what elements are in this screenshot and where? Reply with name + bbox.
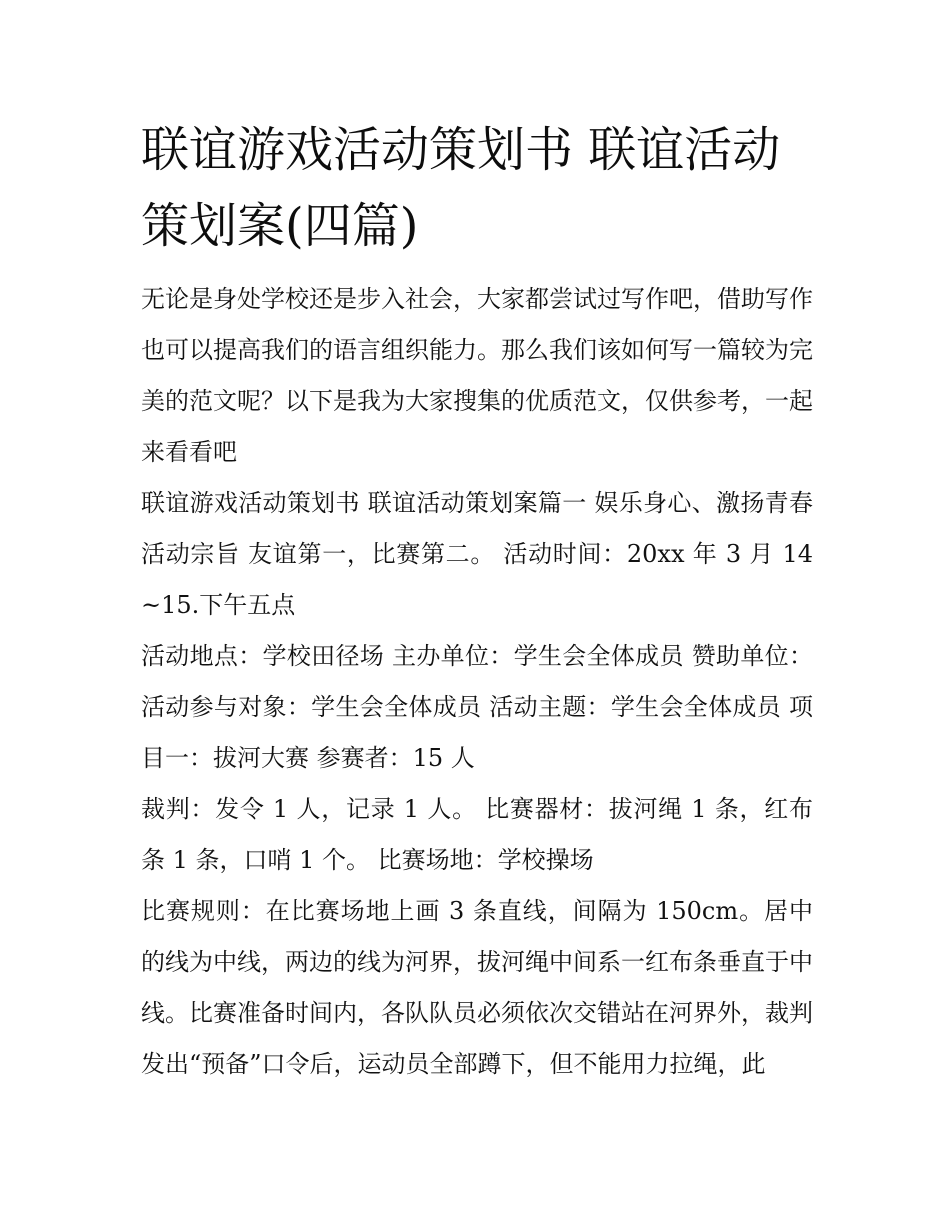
document-page xyxy=(141,112,813,1090)
rules-paragraph: 比赛规则：在比赛场地上画 3 条直线，间隔为 150cm。居中的线为中线，两边的线为河界，拔河绳中间系一红布条垂直于中线。比赛准备时间内，各队队员必须依次交错站在河界外，裁判发出“预备”口令后，运动员全部蹲下，但不能用力拉绳，此 xyxy=(141,897,813,1078)
referee-equipment-paragraph: 裁判：发令 1 人，记录 1 人。 比赛器材：拔河绳 1 条，红布条 1 条，口哨 1 个。 比赛场地：学校操场 xyxy=(141,795,813,874)
document-title: 联谊游戏活动策划书 联谊活动策划案(四篇) xyxy=(141,122,781,254)
intro-paragraph: 无论是身处学校还是步入社会，大家都尝试过写作吧，借助写作也可以提高我们的语言组织能力。那么我们该如何写一篇较为完美的范文呢？以下是我为大家搜集的优质范文，仅供参考，一起来看看吧 xyxy=(141,285,813,466)
plan-overview-paragraph: 联谊游戏活动策划书 联谊活动策划案篇一 娱乐身心、激扬青春 活动宗旨 友谊第一，比赛第二。 活动时间：20xx 年 3 月 14~15.下午五点 xyxy=(141,489,813,619)
venue-participants-paragraph: 活动地点：学校田径场 主办单位：学生会全体成员 赞助单位： 活动参与对象：学生会全体成员 活动主题：学生会全体成员 项目一：拔河大赛 参赛者：15 人 xyxy=(141,642,813,772)
